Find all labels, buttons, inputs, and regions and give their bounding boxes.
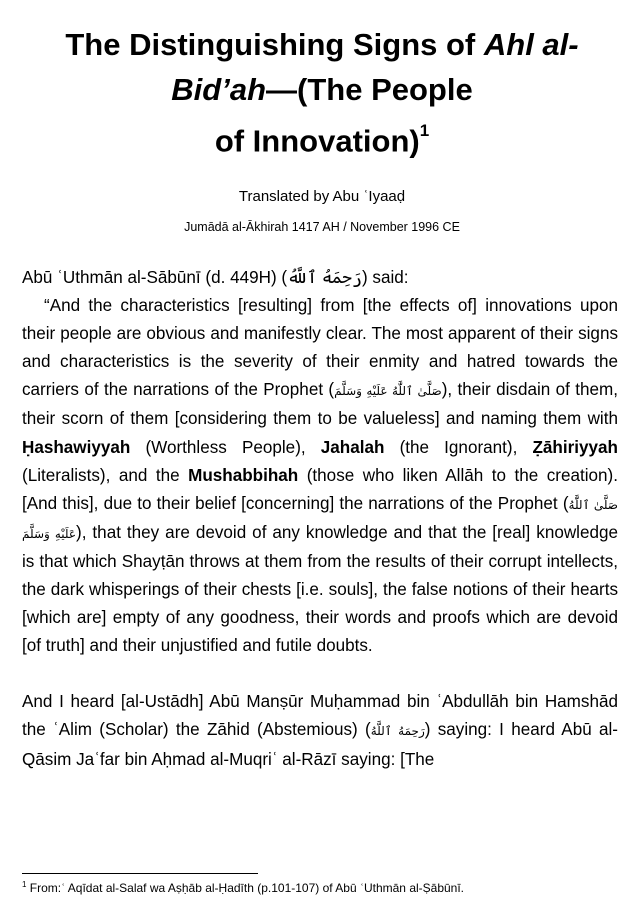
title-line2-italic: Bid’ah xyxy=(171,72,267,107)
title-line2-text: —(The People xyxy=(266,72,473,107)
term-mushabbihah: Mushabbihah xyxy=(188,465,299,485)
quote-text-7: ), that they are devoid of any knowledge and that the [real] knowledge is that which Shayṭān throws at them from the results of their corrupt intellects, the dark whisperings of their chests [i.e. souls], the false notions of their hearts [which are] empty of any goodness, their words and proofs which are devoid [of truth] and their unjustified and futile doubts. xyxy=(22,522,619,656)
quote-text-4: (the Ignorant), xyxy=(384,437,533,457)
quote-text-1: “And the characteristics [resulting] from [the effects of] innovations upon their people are obvious and manifestly clear. The most apparent of their signs and characteristics is the severity of their enmity and hatred towards the carriers of the narrations of the Prophet ( xyxy=(22,296,618,400)
translator-credit: Translated by Abu ʿIyaaḍ xyxy=(238,188,406,205)
term-jahalah: Jahalah xyxy=(320,437,385,457)
rahimahu-honorific: رَحِمَهُ ٱللَّهُ xyxy=(370,724,425,739)
body-text xyxy=(22,264,618,774)
quote-text-2: ), their disdain of them, their scorn of them [considering them to be valueless] and naming them with xyxy=(22,380,619,429)
second-paragraph xyxy=(22,688,618,773)
quote-text-5: (Literalists), and the xyxy=(22,465,189,485)
term-zahiriyyah: Ẓāhiriyyah xyxy=(532,437,618,457)
salawat-honorific-1: صَلَّىٰ ٱللَّٰهُ عَلَيْهِ وَسَلَّمَ xyxy=(334,384,442,399)
footnote-text: From:ʿ Aqīdat al-Salaf wa Aṣḥāb al-Ḥadīth (p.101-107) of Abū ʿUthmān al-Ṣābūnī. xyxy=(26,881,465,895)
title-footnote-ref: 1 xyxy=(419,121,430,140)
salawat-honorific-2: صَلَّىٰ ٱللَّٰهُ عَلَيْهِ وَسَلَّمَ xyxy=(22,497,618,541)
para2-text-1: And I heard [al-Ustādh] Abū Manṣūr Muḥammad bin ʿAbdullāh bin Hamshād the ʿAlim (Scholar) the Zāhid (Abstemious) ( xyxy=(22,692,618,740)
title-line1-text: The Distinguishing Signs of xyxy=(65,27,484,62)
footnote xyxy=(22,880,622,895)
intro-line: Abū ʿUthmān al-Sābūnī (d. 449H) (رَحِمَهُ ٱللَّهُ) said: xyxy=(22,268,409,287)
footnote-divider xyxy=(22,873,258,874)
footnote-marker: 1 xyxy=(22,880,27,889)
quote-paragraph xyxy=(22,292,618,660)
term-hashawiyyah: Ḥashawiyyah xyxy=(22,437,131,457)
para2-text-2: ) saying: I heard Abū al-Qāsim Jaʿfar bin Aḥmad al-Muqriʿ al-Rāzī saying: [The xyxy=(22,720,619,769)
title-line1-italic: Ahl al- xyxy=(483,27,579,62)
quote-text-3: (Worthless People), xyxy=(130,437,321,457)
quote-text-6: (those who liken Allāh to the creation). [And this], due to their belief [concerning] the narrations of the Prophet ( xyxy=(22,465,618,513)
document-title xyxy=(30,22,614,163)
publication-date: Jumādā al-Ākhirah 1417 AH / November 1996 CE xyxy=(184,220,460,234)
title-line3-text: of Innovation) xyxy=(214,123,420,159)
